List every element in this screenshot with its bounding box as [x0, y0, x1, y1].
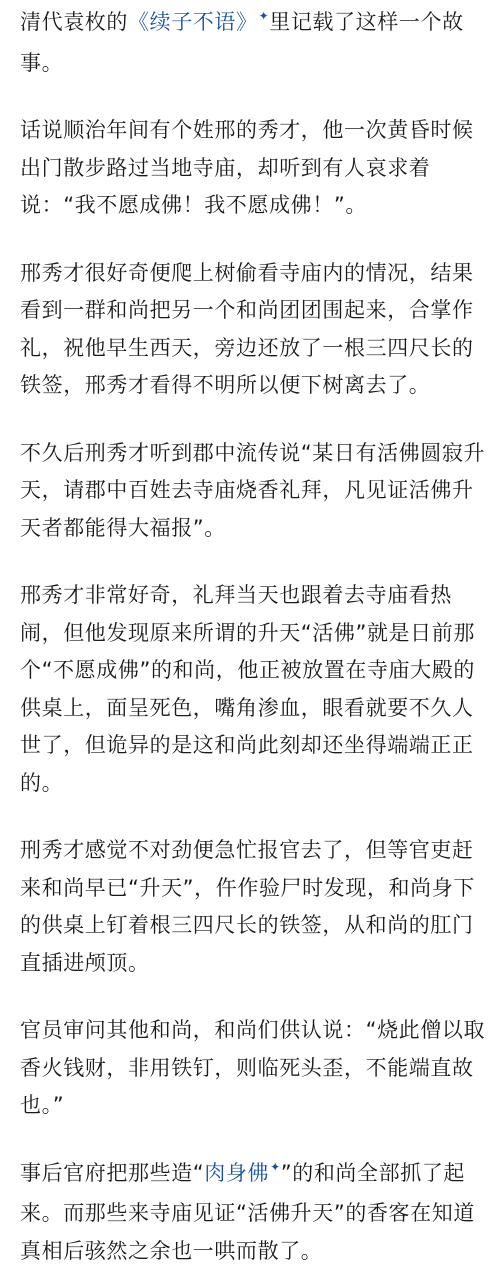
paragraph-text: 事后官府把那些造“: [20, 1161, 204, 1185]
paragraph-3: 邢秀才很好奇便爬上树偷看寺庙内的情况，结果看到一群和尚把另一个和尚团团围起来，合掌作礼，祝他早生西天，旁边还放了一根三四尺长的铁签，邢秀才看得不明所以便下树离去了。: [20, 255, 488, 405]
paragraph-5: 邢秀才非常好奇，礼拜当天也跟着去寺庙看热闹，但他发现原来所谓的升天“活佛”就是日前那个“不愿成佛”的和尚，他正被放置在寺庙大殿的供桌上，面呈死色，嘴角渗血，眼看就要不久人世了，但诡异的是这和尚此刻却还坐得端端正正的。: [20, 577, 488, 802]
paragraph-6: 刑秀才感觉不对劲便急忙报官去了，但等官吏赶来和尚早已“升天”，仵作验尸时发现，和尚身下的供桌上钉着根三四尺长的铁签，从和尚的肛门直插进颅顶。: [20, 832, 488, 982]
paragraph-8: [20, 1155, 488, 1270]
paragraph-2: 话说顺治年间有个姓邢的秀才，他一次黄昏时候出门散步路过当地寺庙，却听到有人哀求着说：“我不愿成佛！我不愿成佛！”。: [20, 112, 488, 225]
paragraph-7: 官员审问其他和尚，和尚们供认说：“烧此僧以取香火钱财，非用铁钉，则临死头歪，不能端直故也。”: [20, 1012, 488, 1125]
book-title-link[interactable]: 《续子不语》: [128, 10, 258, 34]
paragraph-1: [20, 0, 488, 82]
paragraph-4: 不久后刑秀才听到郡中流传说“某日有活佛圆寂升天，请郡中百姓去寺庙烧香礼拜，凡见证活佛升天者都能得大福报”。: [20, 435, 488, 548]
paragraph-text: 清代袁枚的: [20, 10, 128, 34]
paragraph-text: 里记载了这样一个故事。: [20, 10, 464, 75]
sparkle-icon: ✦: [270, 1160, 281, 1174]
keyword-link[interactable]: 肉身佛: [204, 1161, 269, 1185]
paragraph-text: ”的和尚全部抓了起来。而那些来寺庙见证“活佛升天”的香客在知道真相后骇然之余也一哄而散了。: [20, 1161, 475, 1263]
sparkle-icon: ✦: [259, 9, 270, 23]
